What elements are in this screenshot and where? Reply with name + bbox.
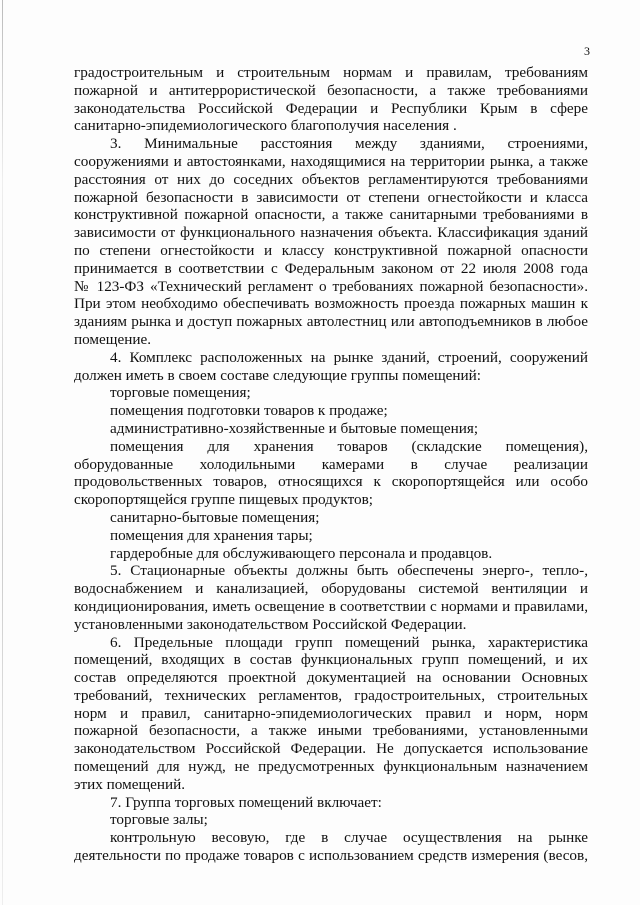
document-body (74, 64, 588, 865)
text-line: № 123-ФЗ «Технический регламент о требованиях пожарной безопасности». (74, 277, 588, 295)
text-line: пожарной безопасности в зависимости от степени огнестойкости и класса (74, 188, 588, 206)
scan-edge-shadow (2, 0, 3, 905)
text-line: помещения для хранения товаров (складские помещения), (110, 437, 588, 455)
text-line: конструктивной пожарной опасности, а также санитарными требованиями в (74, 206, 588, 224)
text-line: помещения для хранения тары; (110, 526, 313, 544)
text-line: 5. Стационарные объекты должны быть обеспечены энерго-, тепло-, (110, 562, 588, 580)
text-line: кондиционирования, иметь освещение в соответствии с нормами и правилами, (74, 597, 588, 615)
page-number: 3 (584, 44, 590, 58)
text-line: торговые залы; (110, 811, 208, 829)
text-line: пожарной безопасности, а также иными требованиями, установленными (74, 722, 588, 740)
text-line: 6. Предельные площади групп помещений рынка, характеристика (110, 633, 588, 651)
text-line: состав определяются проектной документацией на основании Основных (74, 669, 588, 687)
text-line: помещение. (74, 330, 152, 348)
text-line: принимается в соответствии с Федеральным законом от 22 июля 2008 года (74, 259, 588, 277)
text-line: При этом необходимо обеспечивать возможность проезда пожарных машин к (74, 295, 588, 313)
text-line: водоснабжением и канализацией, оборудованы системой вентиляции и (74, 580, 588, 598)
text-line: должен иметь в своем составе следующие группы помещений: (74, 366, 482, 384)
text-line: норм и правил, санитарно-эпидемиологических правил и норм, норм (74, 704, 588, 722)
text-line: гардеробные для обслуживающего персонала и продавцов. (110, 544, 493, 562)
text-line: 3. Минимальные расстояния между зданиями, строениями, (110, 135, 588, 153)
text-line: помещения подготовки товаров к продаже; (110, 402, 388, 420)
text-line: помещений, входящих в состав функциональных групп помещений, и их (74, 651, 588, 669)
text-line: установленными законодательством Российской Федерации. (74, 615, 467, 633)
text-line: законодательством Российской Федерации. Не допускается использование (74, 740, 588, 758)
text-line: этих помещений. (74, 775, 186, 793)
text-line: требований, технических регламентов, градостроительных, строительных (74, 686, 588, 704)
text-line: градостроительным и строительным нормам и правилам, требованиям (74, 64, 588, 81)
text-line: продовольственных товаров, относящихся к скоропортящейся или особо (74, 473, 588, 491)
text-line: санитарно-эпидемиологического благополучия населения . (74, 117, 457, 135)
text-line: законодательства Российской Федерации и Республики Крым в сфере (74, 99, 588, 117)
text-line: контрольную весовую, где в случае осуществления на рынке (110, 829, 588, 847)
text-line: санитарно-бытовые помещения; (110, 508, 320, 526)
text-line: сооружениями и автостоянками, находящимися на территории рынка, а также (74, 152, 588, 170)
text-line: помещений для нужд, не предусмотренных функциональным назначением (74, 758, 588, 776)
text-line: торговые помещения; (110, 384, 251, 402)
text-line: 4. Комплекс расположенных на рынке зданий, строений, сооружений (110, 348, 588, 366)
text-line: 7. Группа торговых помещений включает: (110, 793, 382, 811)
text-line: оборудованные холодильными камерами в случае реализации (74, 455, 588, 473)
text-line: деятельности по продаже товаров с использованием средств измерения (весов, (74, 847, 588, 865)
text-line: скоропортящейся группе пищевых продуктов; (74, 491, 374, 509)
text-line: зданиям рынка и доступ пожарных автолестниц или автоподъемников в любое (74, 313, 588, 331)
text-line: зависимости от функционального назначения объекта. Классификация зданий (74, 224, 588, 242)
text-line: по степени огнестойкости и классу конструктивной пожарной опасности (74, 241, 588, 259)
text-line: пожарной и антитеррористической безопасности, а также требованиями (74, 81, 588, 99)
text-line: административно-хозяйственные и бытовые помещения; (110, 419, 479, 437)
text-line: расстояния от них до соседних объектов регламентируются требованиями (74, 170, 588, 188)
